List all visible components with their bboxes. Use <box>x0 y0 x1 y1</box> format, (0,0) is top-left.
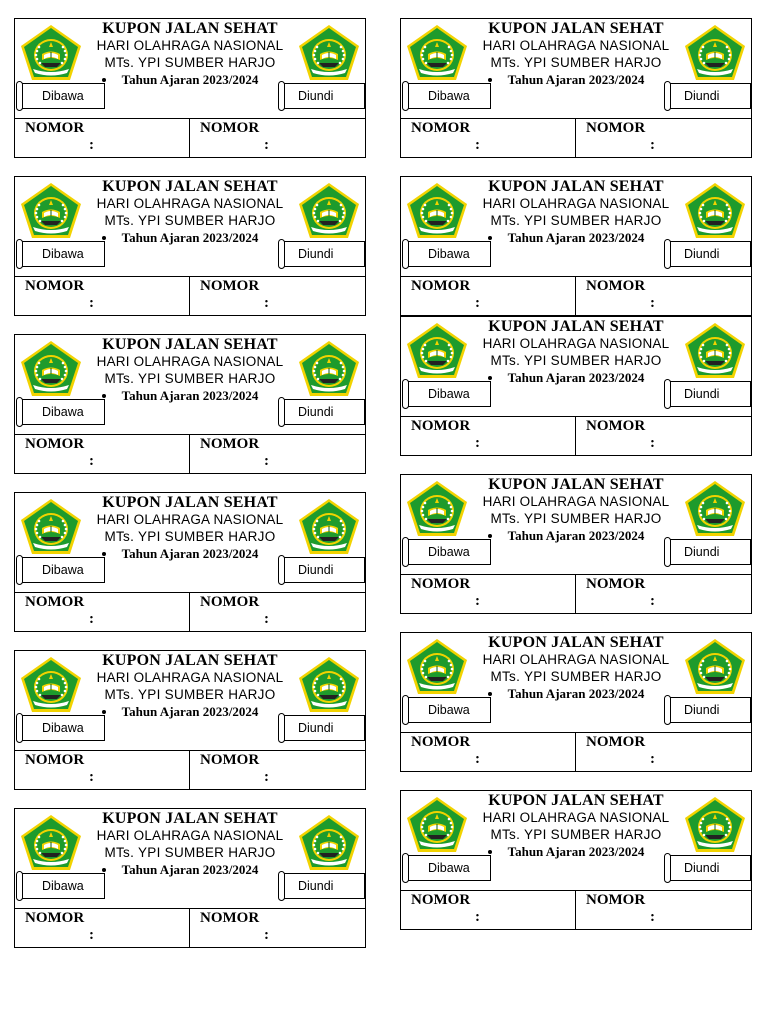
coupon-title: KUPON JALAN SEHAT <box>488 318 664 335</box>
number-colon: : <box>650 435 655 451</box>
scroll-curl <box>402 379 409 409</box>
coupon-title: KUPON JALAN SEHAT <box>102 652 278 669</box>
number-cell-right[interactable] <box>575 575 751 613</box>
stub-right-label: Diundi <box>298 721 334 735</box>
stub-right-scroll <box>667 539 751 565</box>
stub-left-label: Dibawa <box>428 387 470 401</box>
stub-right-scroll <box>667 381 751 407</box>
stub-left-scroll <box>19 715 105 741</box>
number-cell-right[interactable] <box>189 277 365 315</box>
stub-right-label: Diundi <box>684 703 720 717</box>
number-cell-right[interactable] <box>189 119 365 157</box>
bullet-dot <box>488 78 492 82</box>
kemenag-emblem-icon <box>405 23 469 83</box>
scroll-curl <box>664 81 671 111</box>
number-cell-left[interactable] <box>401 119 576 157</box>
scroll-curl <box>664 537 671 567</box>
number-cell-left[interactable] <box>15 593 190 631</box>
number-colon: : <box>89 769 94 785</box>
number-row <box>401 416 751 455</box>
stub-left-scroll <box>405 381 491 407</box>
coupon-card <box>14 334 366 474</box>
number-row <box>401 118 751 157</box>
stub-right-scroll <box>667 241 751 267</box>
number-cell-left[interactable] <box>15 277 190 315</box>
number-cell-right[interactable] <box>189 593 365 631</box>
event-name: HARI OLAHRAGA NASIONAL <box>96 38 284 53</box>
number-colon: : <box>650 137 655 153</box>
number-row <box>15 434 365 473</box>
stub-left-scroll <box>19 873 105 899</box>
number-label: NOMOR <box>411 734 471 750</box>
coupon-title: KUPON JALAN SEHAT <box>102 20 278 37</box>
bullet-dot <box>102 710 106 714</box>
school-name: MTs. YPI SUMBER HARJO <box>490 669 662 684</box>
number-row <box>401 732 751 771</box>
number-row <box>15 592 365 631</box>
event-name: HARI OLAHRAGA NASIONAL <box>96 196 284 211</box>
number-label: NOMOR <box>411 418 471 434</box>
kemenag-emblem-icon <box>19 497 83 557</box>
number-label: NOMOR <box>411 120 471 136</box>
scroll-curl <box>16 397 23 427</box>
kemenag-emblem-icon <box>297 23 361 83</box>
number-cell-left[interactable] <box>401 575 576 613</box>
scroll-curl <box>278 239 285 269</box>
number-colon: : <box>264 769 269 785</box>
number-colon: : <box>89 137 94 153</box>
scroll-curl <box>664 853 671 883</box>
bullet-dot <box>488 376 492 380</box>
kemenag-emblem-icon <box>683 181 747 241</box>
stub-left-label: Dibawa <box>42 405 84 419</box>
school-name: MTs. YPI SUMBER HARJO <box>490 827 662 842</box>
stub-left-label: Dibawa <box>42 89 84 103</box>
stub-right-scroll <box>667 855 751 881</box>
stub-right-scroll <box>281 83 365 109</box>
event-name: HARI OLAHRAGA NASIONAL <box>482 652 670 667</box>
stub-right-label: Diundi <box>298 89 334 103</box>
stub-right-scroll <box>281 715 365 741</box>
coupon-card <box>14 18 366 158</box>
stub-left-label: Dibawa <box>42 247 84 261</box>
coupon-title: KUPON JALAN SEHAT <box>488 792 664 809</box>
academic-year: Tahun Ajaran 2023/2024 <box>507 528 645 543</box>
number-label: NOMOR <box>586 576 646 592</box>
stub-right-scroll <box>281 873 365 899</box>
bullet-dot <box>102 868 106 872</box>
number-label: NOMOR <box>25 594 85 610</box>
number-label: NOMOR <box>25 910 85 926</box>
scroll-curl <box>664 379 671 409</box>
number-label: NOMOR <box>586 120 646 136</box>
kemenag-emblem-icon <box>297 813 361 873</box>
kemenag-emblem-icon <box>405 795 469 855</box>
number-label: NOMOR <box>586 734 646 750</box>
scroll-curl <box>402 81 409 111</box>
event-name: HARI OLAHRAGA NASIONAL <box>482 38 670 53</box>
stub-right-label: Diundi <box>684 247 720 261</box>
coupon-card <box>400 176 752 316</box>
kemenag-emblem-icon <box>297 497 361 557</box>
number-colon: : <box>475 751 480 767</box>
kemenag-emblem-icon <box>405 479 469 539</box>
coupon-title: KUPON JALAN SEHAT <box>102 810 278 827</box>
number-colon: : <box>475 295 480 311</box>
coupon-title: KUPON JALAN SEHAT <box>488 634 664 651</box>
number-cell-right[interactable] <box>189 909 365 947</box>
event-name: HARI OLAHRAGA NASIONAL <box>482 494 670 509</box>
coupon-title: KUPON JALAN SEHAT <box>102 336 278 353</box>
stub-right-label: Diundi <box>298 405 334 419</box>
coupon-title: KUPON JALAN SEHAT <box>488 178 664 195</box>
kemenag-emblem-icon <box>19 181 83 241</box>
number-colon: : <box>89 295 94 311</box>
stub-left-scroll <box>19 399 105 425</box>
number-row <box>15 276 365 315</box>
number-cell-right[interactable] <box>575 417 751 455</box>
academic-year: Tahun Ajaran 2023/2024 <box>507 72 645 87</box>
number-colon: : <box>89 453 94 469</box>
bullet-dot <box>488 692 492 696</box>
number-label: NOMOR <box>586 418 646 434</box>
stub-left-scroll <box>405 697 491 723</box>
number-colon: : <box>264 927 269 943</box>
stub-right-scroll <box>281 399 365 425</box>
kemenag-emblem-icon <box>683 479 747 539</box>
school-name: MTs. YPI SUMBER HARJO <box>104 529 276 544</box>
academic-year: Tahun Ajaran 2023/2024 <box>121 862 259 877</box>
academic-year: Tahun Ajaran 2023/2024 <box>121 704 259 719</box>
stub-left-scroll <box>405 855 491 881</box>
scroll-curl <box>16 555 23 585</box>
coupon-card <box>14 176 366 316</box>
scroll-curl <box>16 871 23 901</box>
number-label: NOMOR <box>25 278 85 294</box>
stub-right-label: Diundi <box>684 387 720 401</box>
number-cell-right[interactable] <box>189 435 365 473</box>
number-cell-right[interactable] <box>575 119 751 157</box>
number-cell-left[interactable] <box>401 733 576 771</box>
coupon-card <box>14 650 366 790</box>
number-label: NOMOR <box>586 892 646 908</box>
stub-left-scroll <box>19 241 105 267</box>
stub-left-label: Dibawa <box>428 545 470 559</box>
kemenag-emblem-icon <box>19 339 83 399</box>
stub-left-label: Dibawa <box>428 861 470 875</box>
school-name: MTs. YPI SUMBER HARJO <box>490 213 662 228</box>
number-colon: : <box>650 909 655 925</box>
stub-right-scroll <box>281 241 365 267</box>
scroll-curl <box>278 81 285 111</box>
kemenag-emblem-icon <box>405 181 469 241</box>
number-cell-right[interactable] <box>575 277 751 315</box>
scroll-curl <box>278 713 285 743</box>
stub-left-label: Dibawa <box>42 721 84 735</box>
kemenag-emblem-icon <box>405 321 469 381</box>
kemenag-emblem-icon <box>19 23 83 83</box>
number-cell-right[interactable] <box>189 751 365 789</box>
kemenag-emblem-icon <box>19 655 83 715</box>
school-name: MTs. YPI SUMBER HARJO <box>490 353 662 368</box>
number-colon: : <box>650 751 655 767</box>
stub-left-label: Dibawa <box>428 703 470 717</box>
stub-left-scroll <box>19 557 105 583</box>
stub-right-label: Diundi <box>298 563 334 577</box>
scroll-curl <box>16 81 23 111</box>
scroll-curl <box>278 871 285 901</box>
coupon-title: KUPON JALAN SEHAT <box>102 494 278 511</box>
stub-right-scroll <box>667 697 751 723</box>
academic-year: Tahun Ajaran 2023/2024 <box>507 686 645 701</box>
coupon-title: KUPON JALAN SEHAT <box>102 178 278 195</box>
scroll-curl <box>402 239 409 269</box>
coupon-card <box>400 474 752 614</box>
stub-left-scroll <box>405 83 491 109</box>
bullet-dot <box>102 552 106 556</box>
academic-year: Tahun Ajaran 2023/2024 <box>121 230 259 245</box>
school-name: MTs. YPI SUMBER HARJO <box>490 511 662 526</box>
number-label: NOMOR <box>25 752 85 768</box>
stub-right-label: Diundi <box>684 861 720 875</box>
stub-left-scroll <box>405 241 491 267</box>
number-colon: : <box>475 593 480 609</box>
bullet-dot <box>488 850 492 854</box>
number-label: NOMOR <box>25 120 85 136</box>
kemenag-emblem-icon <box>683 321 747 381</box>
school-name: MTs. YPI SUMBER HARJO <box>490 55 662 70</box>
coupon-card <box>400 790 752 930</box>
bullet-dot <box>488 534 492 538</box>
bullet-dot <box>102 394 106 398</box>
number-colon: : <box>264 453 269 469</box>
number-label: NOMOR <box>200 436 260 452</box>
event-name: HARI OLAHRAGA NASIONAL <box>482 810 670 825</box>
scroll-curl <box>16 239 23 269</box>
scroll-curl <box>402 853 409 883</box>
number-label: NOMOR <box>411 278 471 294</box>
number-colon: : <box>264 611 269 627</box>
scroll-curl <box>278 397 285 427</box>
kemenag-emblem-icon <box>683 795 747 855</box>
coupon-card <box>400 18 752 158</box>
number-label: NOMOR <box>200 910 260 926</box>
academic-year: Tahun Ajaran 2023/2024 <box>121 546 259 561</box>
number-label: NOMOR <box>25 436 85 452</box>
coupon-card <box>14 808 366 948</box>
number-label: NOMOR <box>411 576 471 592</box>
academic-year: Tahun Ajaran 2023/2024 <box>507 230 645 245</box>
kemenag-emblem-icon <box>683 23 747 83</box>
school-name: MTs. YPI SUMBER HARJO <box>104 371 276 386</box>
number-cell-right[interactable] <box>575 733 751 771</box>
event-name: HARI OLAHRAGA NASIONAL <box>482 336 670 351</box>
number-row <box>15 750 365 789</box>
academic-year: Tahun Ajaran 2023/2024 <box>121 388 259 403</box>
event-name: HARI OLAHRAGA NASIONAL <box>96 512 284 527</box>
school-name: MTs. YPI SUMBER HARJO <box>104 55 276 70</box>
scroll-curl <box>664 239 671 269</box>
stub-right-label: Diundi <box>298 247 334 261</box>
number-label: NOMOR <box>200 278 260 294</box>
number-colon: : <box>89 611 94 627</box>
number-label: NOMOR <box>200 752 260 768</box>
number-cell-left[interactable] <box>15 435 190 473</box>
school-name: MTs. YPI SUMBER HARJO <box>104 687 276 702</box>
stub-right-scroll <box>281 557 365 583</box>
kemenag-emblem-icon <box>405 637 469 697</box>
number-label: NOMOR <box>586 278 646 294</box>
scroll-curl <box>16 713 23 743</box>
bullet-dot <box>102 236 106 240</box>
number-cell-left[interactable] <box>401 417 576 455</box>
number-row <box>15 118 365 157</box>
stub-left-label: Dibawa <box>42 563 84 577</box>
stub-left-scroll <box>19 83 105 109</box>
number-colon: : <box>475 435 480 451</box>
number-colon: : <box>650 295 655 311</box>
number-colon: : <box>650 593 655 609</box>
event-name: HARI OLAHRAGA NASIONAL <box>96 670 284 685</box>
stub-left-label: Dibawa <box>428 247 470 261</box>
scroll-curl <box>402 695 409 725</box>
stub-left-label: Dibawa <box>42 879 84 893</box>
number-colon: : <box>475 909 480 925</box>
number-label: NOMOR <box>200 120 260 136</box>
number-label: NOMOR <box>411 892 471 908</box>
stub-left-scroll <box>405 539 491 565</box>
number-cell-left[interactable] <box>15 751 190 789</box>
academic-year: Tahun Ajaran 2023/2024 <box>121 72 259 87</box>
scroll-curl <box>664 695 671 725</box>
coupon-card <box>14 492 366 632</box>
bullet-dot <box>102 78 106 82</box>
stub-right-label: Diundi <box>298 879 334 893</box>
stub-right-label: Diundi <box>684 89 720 103</box>
stub-right-label: Diundi <box>684 545 720 559</box>
kemenag-emblem-icon <box>297 181 361 241</box>
number-cell-left[interactable] <box>401 891 576 929</box>
coupon-title: KUPON JALAN SEHAT <box>488 20 664 37</box>
scroll-curl <box>402 537 409 567</box>
kemenag-emblem-icon <box>683 637 747 697</box>
event-name: HARI OLAHRAGA NASIONAL <box>96 828 284 843</box>
number-row <box>401 574 751 613</box>
number-cell-right[interactable] <box>575 891 751 929</box>
stub-left-label: Dibawa <box>428 89 470 103</box>
scroll-curl <box>278 555 285 585</box>
kemenag-emblem-icon <box>297 655 361 715</box>
coupon-title: KUPON JALAN SEHAT <box>488 476 664 493</box>
stub-right-scroll <box>667 83 751 109</box>
bullet-dot <box>488 236 492 240</box>
number-colon: : <box>89 927 94 943</box>
school-name: MTs. YPI SUMBER HARJO <box>104 845 276 860</box>
number-row <box>401 276 751 315</box>
coupon-card <box>400 316 752 456</box>
school-name: MTs. YPI SUMBER HARJO <box>104 213 276 228</box>
number-colon: : <box>475 137 480 153</box>
academic-year: Tahun Ajaran 2023/2024 <box>507 844 645 859</box>
number-cell-left[interactable] <box>401 277 576 315</box>
number-cell-left[interactable] <box>15 119 190 157</box>
number-cell-left[interactable] <box>15 909 190 947</box>
kemenag-emblem-icon <box>19 813 83 873</box>
number-row <box>15 908 365 947</box>
event-name: HARI OLAHRAGA NASIONAL <box>96 354 284 369</box>
number-row <box>401 890 751 929</box>
kemenag-emblem-icon <box>297 339 361 399</box>
coupon-card <box>400 632 752 772</box>
number-label: NOMOR <box>200 594 260 610</box>
number-colon: : <box>264 137 269 153</box>
academic-year: Tahun Ajaran 2023/2024 <box>507 370 645 385</box>
event-name: HARI OLAHRAGA NASIONAL <box>482 196 670 211</box>
number-colon: : <box>264 295 269 311</box>
